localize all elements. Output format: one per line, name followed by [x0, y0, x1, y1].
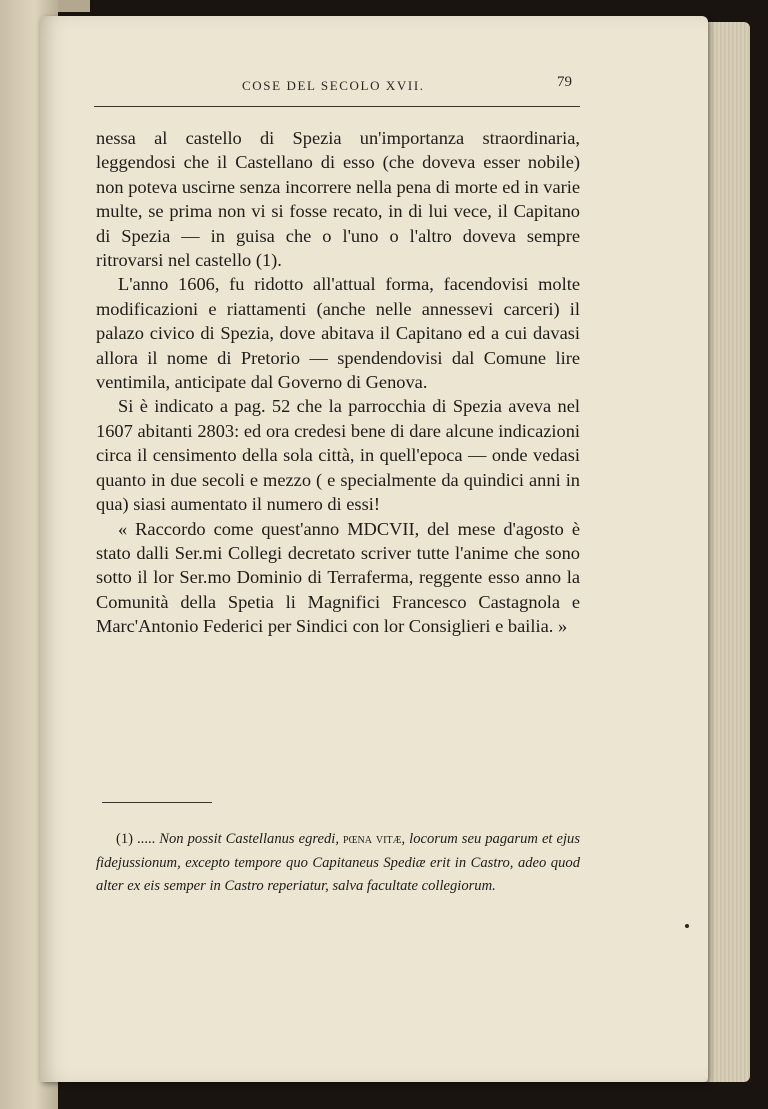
paragraph: nessa al castello di Spezia un'importanza straordinaria, leggendosi che il Castellano di esso (che doveva esser nobile) non poteva uscirne senza incorrere nella pena di morte ed in varie multe, se prima non vi si fosse recato, in di lui vece, il Capitano di Spezia — in guisa che o l'uno o l'altro doveva sempre ritrovarsi nel castello (1).: [96, 128, 580, 271]
footnote: [96, 828, 580, 899]
paragraph: Si è indicato a pag. 52 che la parrocchia di Spezia aveva nel 1607 abitanti 2803: ed ora credesi bene di dare alcune indicazioni circa il censimento della sola città, in quell'epoca — onde vedasi quanto in due secoli e mezzo ( e specialmente da quindici anni in qua) siasi aumentato il numero di essi!: [96, 396, 580, 515]
footnote-text: locorum seu pagarum et ejus fidejussionum, excepto tempore quo Capitaneus Spediæ erit in Castro, adeo quod alter ex eis semper in Castro reperiatur, salva facultate collegiorum.: [96, 831, 580, 894]
paragraph: L'anno 1606, fu ridotto all'attual forma, facendovisi molte modificazioni e riattamenti (anche nelle annessevi carceri) il palazo civico di Spezia, dove abitava il Capitano ed a cui davasi allora il nome di Pretorio — spendendovisi dal Comune lire ventimila, anticipate dal Governo di Genova.: [96, 274, 580, 393]
header-rule: [94, 106, 580, 107]
footnote-text: Non possit Castellanus egredi,: [159, 831, 339, 847]
footnote-marker: (1) .....: [116, 831, 156, 847]
paragraph: « Raccordo come quest'anno MDCVII, del mese d'agosto è stato dalli Ser.mi Collegi decretato scriver tutte l'anime che sono sotto il lor Ser.mo Dominio di Terraferma, reggente esso anno la Comunità della Spetia li Magnifici Francesco Castagnola e Marc'Antonio Federici per Sindici con lor Consiglieri e bailia. »: [96, 518, 580, 637]
running-head: [96, 74, 580, 100]
ink-spot: [685, 924, 689, 928]
running-title: COSE DEL SECOLO XVII.: [242, 78, 425, 93]
body-text: [96, 126, 580, 639]
footnote-rule: [102, 802, 212, 803]
footnote-smallcaps: pœna vitæ,: [343, 831, 406, 847]
page-number: 79: [557, 74, 572, 90]
